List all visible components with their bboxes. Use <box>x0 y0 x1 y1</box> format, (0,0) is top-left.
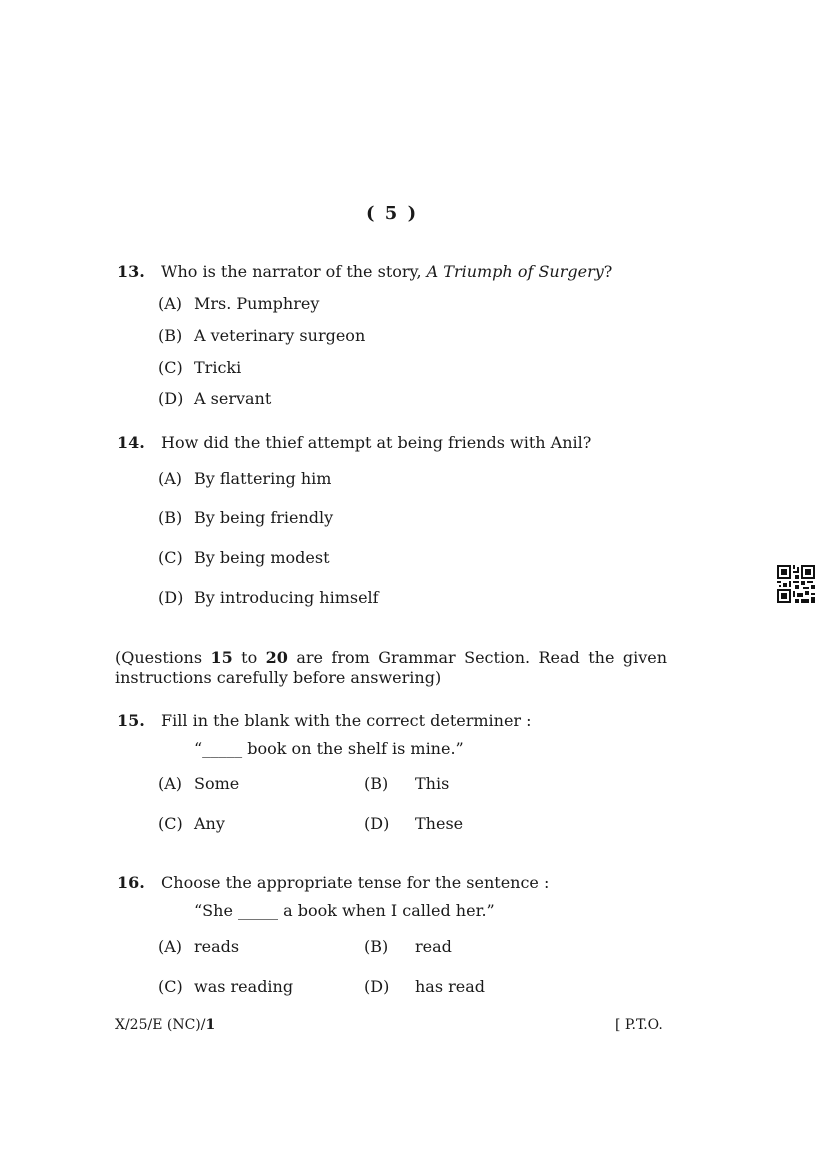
option-15c[interactable] <box>158 814 225 833</box>
option-14a[interactable] <box>158 469 331 488</box>
option-label: (B) <box>158 508 183 527</box>
question-mark: ? <box>603 262 613 281</box>
option-13a[interactable] <box>158 294 319 313</box>
option-text: This <box>415 774 450 793</box>
question-sentence: “She _____ a book when I called her.” <box>194 901 495 920</box>
option-label: (B) <box>158 326 183 345</box>
question-text: Who is the narrator of the story, <box>161 262 422 281</box>
option-text: was reading <box>194 977 294 996</box>
option-label: (A) <box>158 469 183 488</box>
option-16d[interactable] <box>364 977 485 996</box>
option-13c[interactable] <box>158 358 241 377</box>
option-16a[interactable] <box>158 937 239 956</box>
option-label: (D) <box>364 977 390 996</box>
page-number: ( 5 ) <box>366 203 419 224</box>
option-text: Some <box>194 774 240 793</box>
question-13 <box>117 262 612 281</box>
question-text: How did the thief attempt at being friends with Anil? <box>161 433 592 452</box>
paper-code-text: X/25/E (NC)/ <box>115 1017 206 1033</box>
option-text: These <box>415 814 464 833</box>
option-text: reads <box>194 937 240 956</box>
option-text: By being friendly <box>194 508 334 527</box>
option-label: (D) <box>158 588 184 607</box>
option-label: (A) <box>158 774 183 793</box>
story-title: A Triumph of Surgery <box>426 262 604 281</box>
grammar-section-note <box>115 648 667 688</box>
option-label: (B) <box>364 937 389 956</box>
paper-code <box>115 1017 215 1033</box>
option-13b[interactable] <box>158 326 365 345</box>
option-label: (A) <box>158 294 183 313</box>
option-text: A servant <box>194 389 272 408</box>
note-text: to <box>232 648 266 667</box>
option-15b[interactable] <box>364 774 449 793</box>
option-text: Tricki <box>194 358 242 377</box>
option-text: By flattering him <box>194 469 332 488</box>
option-text: Mrs. Pumphrey <box>194 294 320 313</box>
option-label: (D) <box>158 389 184 408</box>
option-13d[interactable] <box>158 389 271 408</box>
option-14c[interactable] <box>158 548 330 567</box>
option-label: (D) <box>364 814 390 833</box>
question-number: 16. <box>117 873 145 892</box>
question-sentence: “_____ book on the shelf is mine.” <box>194 739 464 758</box>
note-text: (Questions <box>115 648 211 667</box>
option-16c[interactable] <box>158 977 293 996</box>
option-text: has read <box>415 977 486 996</box>
option-text: A veterinary surgeon <box>194 326 366 345</box>
option-14d[interactable] <box>158 588 379 607</box>
note-text: are from Grammar Section. Read the given instructions carefully before answering) <box>115 648 668 687</box>
option-label: (C) <box>158 548 183 567</box>
option-label: (B) <box>364 774 389 793</box>
question-text: Choose the appropriate tense for the sentence : <box>161 873 550 892</box>
option-label: (C) <box>158 977 183 996</box>
question-16 <box>117 873 549 892</box>
paper-code-bold: 1 <box>205 1017 216 1033</box>
note-to-number: 20 <box>265 648 288 667</box>
option-14b[interactable] <box>158 508 333 527</box>
option-text: Any <box>194 814 225 833</box>
pto-label: [ P.T.O. <box>615 1017 663 1033</box>
question-14 <box>117 433 591 452</box>
note-from-number: 15 <box>210 648 233 667</box>
option-15d[interactable] <box>364 814 463 833</box>
question-number: 15. <box>117 711 145 730</box>
option-text: read <box>415 937 452 956</box>
question-text: Fill in the blank with the correct determiner : <box>161 711 532 730</box>
option-text: By introducing himself <box>194 588 379 607</box>
qr-code-icon <box>777 565 815 603</box>
option-15a[interactable] <box>158 774 239 793</box>
question-number: 13. <box>117 262 145 281</box>
option-label: (C) <box>158 358 183 377</box>
option-label: (C) <box>158 814 183 833</box>
option-label: (A) <box>158 937 183 956</box>
question-15 <box>117 711 532 730</box>
question-number: 14. <box>117 433 145 452</box>
option-16b[interactable] <box>364 937 452 956</box>
option-text: By being modest <box>194 548 330 567</box>
